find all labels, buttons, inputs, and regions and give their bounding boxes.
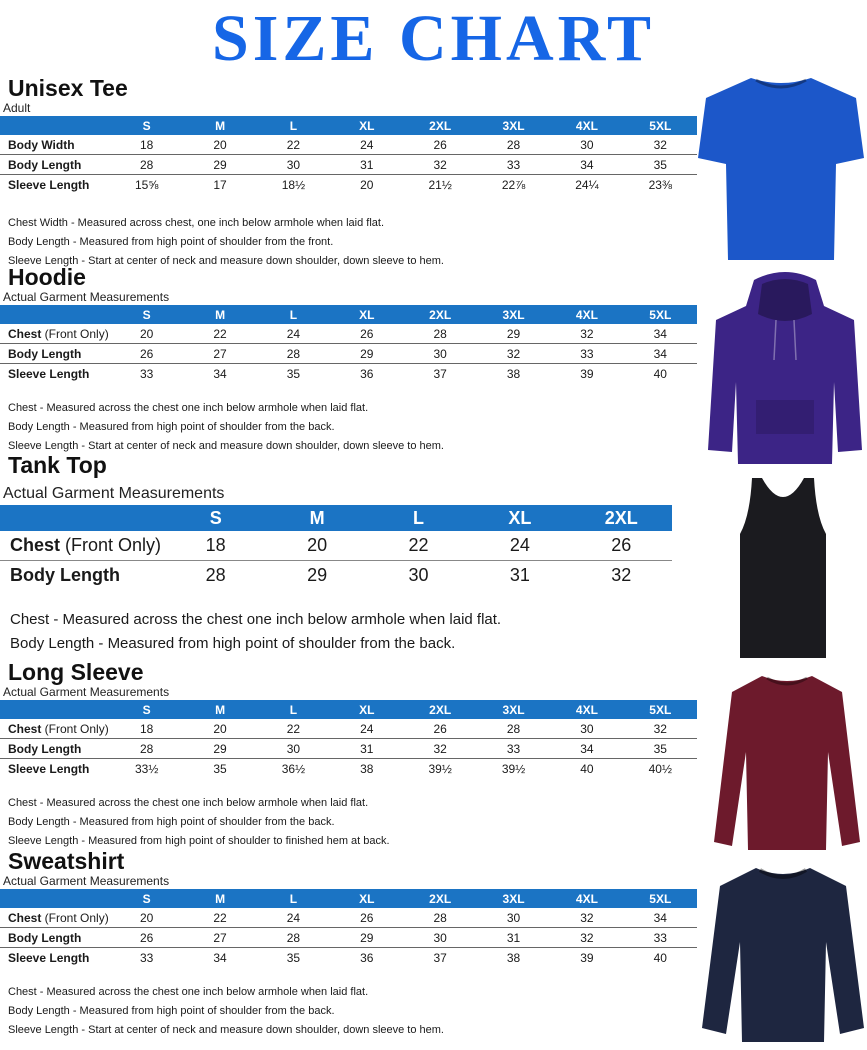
measurement-cell: 29 <box>183 155 256 175</box>
section-subtitle: Actual Garment Measurements <box>3 485 225 502</box>
size-header: XL <box>330 700 403 719</box>
size-header: 2XL <box>404 116 477 135</box>
measurement-cell: 35 <box>286 366 301 381</box>
table-row <box>0 155 697 175</box>
section-subtitle: Actual Garment Measurements <box>3 290 170 304</box>
measurement-cell: 34 <box>624 324 697 344</box>
measurement-cell: 35 <box>286 950 301 965</box>
sweatshirt-icon <box>700 864 866 1044</box>
row-label: Chest (Front Only) <box>0 719 110 739</box>
row-label: Chest (Front Only) <box>0 908 110 928</box>
size-header: 2XL <box>404 889 477 908</box>
section-tank <box>0 452 672 656</box>
page-title: SIZE CHART <box>212 2 655 75</box>
size-header: 4XL <box>550 305 623 324</box>
measurement-cell: 32 <box>550 324 623 344</box>
size-table <box>0 116 697 194</box>
measurement-cell: 37 <box>433 366 447 381</box>
size-header: XL <box>330 889 403 908</box>
note-line: Chest - Measured across the chest one inch below armhole when laid flat. <box>8 797 369 809</box>
size-header: M <box>183 700 256 719</box>
measurement-cell: 34 <box>624 908 697 928</box>
size-header: 3XL <box>477 116 550 135</box>
measurement-cell: 31 <box>330 155 403 175</box>
size-header: 4XL <box>550 700 623 719</box>
size-header: XL <box>330 305 403 324</box>
hoodie-icon <box>706 270 864 466</box>
row-label: Body Length <box>0 928 110 948</box>
table-header-row <box>0 700 697 719</box>
row-label: Sleeve Length <box>8 177 90 192</box>
measurement-cell: 40 <box>580 761 594 776</box>
measurement-cell: 26 <box>110 344 183 364</box>
measurement-cell: 40½ <box>648 761 672 776</box>
row-label: Body Length <box>0 155 110 175</box>
size-header: L <box>257 889 330 908</box>
note-line: Body Length - Measured from high point of shoulder from the back. <box>8 1005 335 1017</box>
table-header-row <box>0 889 697 908</box>
measurement-cell: 38 <box>506 366 521 381</box>
size-header: 4XL <box>550 889 623 908</box>
measurement-cell: 37 <box>433 950 447 965</box>
measurement-cell: 28 <box>257 928 330 948</box>
table-row <box>0 175 697 195</box>
size-header: S <box>110 116 183 135</box>
measurement-cell: 33 <box>140 366 154 381</box>
size-header: 5XL <box>624 700 697 719</box>
measurement-cell: 38 <box>360 761 374 776</box>
tshirt-body <box>698 78 864 260</box>
tshirt-icon <box>696 74 866 264</box>
table-row <box>0 324 697 344</box>
table-row <box>0 531 672 561</box>
measurement-notes <box>8 794 697 851</box>
measurement-cell: 35 <box>624 155 697 175</box>
row-label: Chest (Front Only) <box>0 531 165 561</box>
section-title: Hoodie <box>8 264 86 290</box>
size-header: L <box>368 505 469 531</box>
measurement-cell: 30 <box>257 155 330 175</box>
measurement-notes <box>8 983 697 1040</box>
measurement-cell: 33 <box>624 928 697 948</box>
note-line: Chest - Measured across the chest one inch below armhole when laid flat. <box>8 402 369 414</box>
measurement-cell: 40 <box>653 366 667 381</box>
measurement-cell: 23⅜ <box>648 177 672 192</box>
measurement-cell: 26 <box>404 719 477 739</box>
row-label: Sleeve Length <box>8 366 90 381</box>
size-header: S <box>165 505 266 531</box>
measurement-cell: 33 <box>477 739 550 759</box>
size-header: L <box>257 700 330 719</box>
measurement-cell: 27 <box>183 928 256 948</box>
measurement-cell: 22⅞ <box>501 177 526 192</box>
measurement-cell: 29 <box>477 324 550 344</box>
measurement-cell: 22 <box>183 908 256 928</box>
size-header: S <box>110 700 183 719</box>
measurement-cell: 26 <box>330 908 403 928</box>
measurement-cell: 33 <box>140 950 154 965</box>
measurement-cell: 39½ <box>428 761 452 776</box>
section-tee <box>0 75 697 271</box>
table-row <box>0 561 672 591</box>
size-header: 2XL <box>404 700 477 719</box>
table-row <box>0 364 697 384</box>
measurement-cell: 20 <box>360 177 374 192</box>
measurement-cell: 33 <box>477 155 550 175</box>
measurement-cell: 28 <box>257 344 330 364</box>
measurement-cell: 22 <box>183 324 256 344</box>
size-header: 5XL <box>624 889 697 908</box>
long-sleeve-icon <box>712 672 862 852</box>
measurement-cell: 28 <box>205 565 226 585</box>
measurement-cell: 32 <box>550 928 623 948</box>
measurement-cell: 39 <box>580 950 594 965</box>
measurement-cell: 30 <box>257 739 330 759</box>
measurement-cell: 18½ <box>281 177 306 192</box>
section-sweatshirt <box>0 848 697 1040</box>
measurement-cell: 34 <box>550 739 623 759</box>
measurement-cell: 33 <box>550 344 623 364</box>
size-header: L <box>257 305 330 324</box>
measurement-cell: 28 <box>110 155 183 175</box>
section-title: Tank Top <box>8 452 107 478</box>
section-title: Unisex Tee <box>8 75 128 101</box>
header-corner <box>0 305 110 324</box>
measurement-cell: 24 <box>469 531 570 561</box>
table-header-row <box>0 305 697 324</box>
size-header: M <box>183 889 256 908</box>
section-hoodie <box>0 264 697 456</box>
note-line: Sleeve Length - Start at center of neck and measure down shoulder, down sleeve to hem. <box>8 1024 444 1036</box>
note-line: Sleeve Length - Measured from high point of shoulder to finished hem at back. <box>8 835 390 847</box>
tank-top-icon <box>738 476 828 660</box>
size-header: M <box>183 116 256 135</box>
row-label: Sleeve Length <box>8 950 90 965</box>
measurement-cell: 24 <box>330 135 403 155</box>
measurement-cell: 30 <box>477 908 550 928</box>
size-header: 3XL <box>477 305 550 324</box>
row-label: Sleeve Length <box>8 761 90 776</box>
measurement-cell: 18 <box>110 719 183 739</box>
size-header: 2XL <box>571 505 672 531</box>
measurement-cell: 32 <box>624 135 697 155</box>
measurement-cell: 39 <box>580 366 594 381</box>
measurement-cell: 33½ <box>135 761 159 776</box>
measurement-cell: 32 <box>550 908 623 928</box>
note-line: Chest Width - Measured across chest, one inch below armhole when laid flat. <box>8 217 385 229</box>
row-label: Body Length <box>0 344 110 364</box>
header-corner <box>0 116 110 135</box>
size-header: 3XL <box>477 889 550 908</box>
measurement-notes <box>8 399 697 456</box>
note-line: Body Length - Measured from high point of shoulder from the back. <box>10 635 456 652</box>
measurement-cell: 34 <box>624 344 697 364</box>
measurement-cell: 30 <box>550 719 623 739</box>
size-header: M <box>266 505 367 531</box>
size-header: 5XL <box>624 116 697 135</box>
measurement-cell: 35 <box>213 761 227 776</box>
measurement-cell: 17 <box>213 177 227 192</box>
size-table <box>0 505 672 590</box>
measurement-notes <box>8 214 697 271</box>
measurement-cell: 30 <box>550 135 623 155</box>
measurement-cell: 35 <box>624 739 697 759</box>
measurement-cell: 22 <box>368 531 469 561</box>
measurement-cell: 39½ <box>501 761 526 776</box>
section-title: Long Sleeve <box>8 659 144 685</box>
size-table <box>0 889 697 967</box>
measurement-cell: 40 <box>653 950 667 965</box>
measurement-cell: 26 <box>110 928 183 948</box>
measurement-cell: 31 <box>509 565 530 585</box>
size-header: S <box>110 305 183 324</box>
table-row <box>0 928 697 948</box>
measurement-cell: 29 <box>330 344 403 364</box>
measurement-cell: 36 <box>360 366 374 381</box>
measurement-cell: 32 <box>477 344 550 364</box>
note-line: Chest - Measured across the chest one inch below armhole when laid flat. <box>8 986 369 998</box>
table-row <box>0 135 697 155</box>
section-subtitle: Adult <box>3 101 31 115</box>
note-line: Sleeve Length - Start at center of neck and measure down shoulder, down sleeve to hem. <box>8 440 444 452</box>
size-header: S <box>110 889 183 908</box>
section-longsleeve <box>0 659 697 851</box>
measurement-cell: 36½ <box>281 761 306 776</box>
measurement-cell: 36 <box>360 950 374 965</box>
measurement-cell: 27 <box>183 344 256 364</box>
measurement-cell: 15⅝ <box>135 177 159 192</box>
measurement-cell: 34 <box>550 155 623 175</box>
header-corner <box>0 700 110 719</box>
measurement-cell: 24¼ <box>575 177 599 192</box>
size-header: L <box>257 116 330 135</box>
size-table <box>0 305 697 383</box>
measurement-cell: 20 <box>110 324 183 344</box>
measurement-cell: 24 <box>257 324 330 344</box>
measurement-cell: 30 <box>404 928 477 948</box>
measurement-cell: 32 <box>611 565 632 585</box>
note-line: Body Length - Measured from high point of shoulder from the front. <box>8 236 334 248</box>
measurement-cell: 34 <box>213 950 227 965</box>
measurement-cell: 29 <box>307 565 328 585</box>
measurement-cell: 28 <box>404 324 477 344</box>
measurement-cell: 29 <box>330 928 403 948</box>
measurement-cell: 26 <box>571 531 672 561</box>
measurement-cell: 22 <box>257 135 330 155</box>
size-header: XL <box>330 116 403 135</box>
row-label: Body Length <box>0 739 110 759</box>
section-title: Sweatshirt <box>8 848 125 874</box>
header-corner <box>0 505 165 531</box>
measurement-cell: 20 <box>183 135 256 155</box>
table-row <box>0 719 697 739</box>
measurement-cell: 28 <box>477 135 550 155</box>
measurement-cell: 21½ <box>428 177 452 192</box>
table-header-row <box>0 505 672 531</box>
measurement-cell: 30 <box>408 565 429 585</box>
measurement-cell: 28 <box>404 908 477 928</box>
measurement-cell: 28 <box>477 719 550 739</box>
table-row <box>0 739 697 759</box>
table-row <box>0 908 697 928</box>
table-header-row <box>0 116 697 135</box>
measurement-cell: 20 <box>183 719 256 739</box>
measurement-cell: 38 <box>506 950 521 965</box>
measurement-cell: 31 <box>330 739 403 759</box>
measurement-cell: 32 <box>624 719 697 739</box>
header-corner <box>0 889 110 908</box>
size-header: XL <box>469 505 570 531</box>
measurement-cell: 20 <box>110 908 183 928</box>
row-label: Chest (Front Only) <box>0 324 110 344</box>
note-line: Body Length - Measured from high point of shoulder from the back. <box>8 816 335 828</box>
size-header: 5XL <box>624 305 697 324</box>
section-subtitle: Actual Garment Measurements <box>3 685 170 699</box>
measurement-cell: 24 <box>257 908 330 928</box>
longsleeve-body <box>714 676 860 850</box>
note-line: Body Length - Measured from high point of shoulder from the back. <box>8 421 335 433</box>
row-label: Body Width <box>0 135 110 155</box>
measurement-cell: 24 <box>330 719 403 739</box>
note-line: Sleeve Length - Start at center of neck and measure down shoulder, down sleeve to hem. <box>8 255 444 267</box>
table-row <box>0 344 697 364</box>
table-row <box>0 948 697 968</box>
size-header: M <box>183 305 256 324</box>
size-header: 3XL <box>477 700 550 719</box>
table-row <box>0 759 697 779</box>
measurement-notes <box>10 608 672 656</box>
measurement-cell: 29 <box>183 739 256 759</box>
measurement-cell: 26 <box>330 324 403 344</box>
measurement-cell: 20 <box>266 531 367 561</box>
section-subtitle: Actual Garment Measurements <box>3 874 170 888</box>
measurement-cell: 31 <box>477 928 550 948</box>
tank-body <box>740 478 826 658</box>
measurement-cell: 32 <box>404 155 477 175</box>
sweatshirt-body <box>702 868 864 1042</box>
measurement-cell: 34 <box>213 366 227 381</box>
measurement-cell: 32 <box>404 739 477 759</box>
measurement-cell: 26 <box>404 135 477 155</box>
row-label: Body Length <box>10 565 120 585</box>
size-header: 2XL <box>404 305 477 324</box>
measurement-cell: 18 <box>110 135 183 155</box>
size-header: 4XL <box>550 116 623 135</box>
measurement-cell: 28 <box>110 739 183 759</box>
measurement-cell: 30 <box>404 344 477 364</box>
measurement-cell: 18 <box>165 531 266 561</box>
note-line: Chest - Measured across the chest one inch below armhole when laid flat. <box>10 611 502 628</box>
size-table <box>0 700 697 778</box>
measurement-cell: 22 <box>257 719 330 739</box>
